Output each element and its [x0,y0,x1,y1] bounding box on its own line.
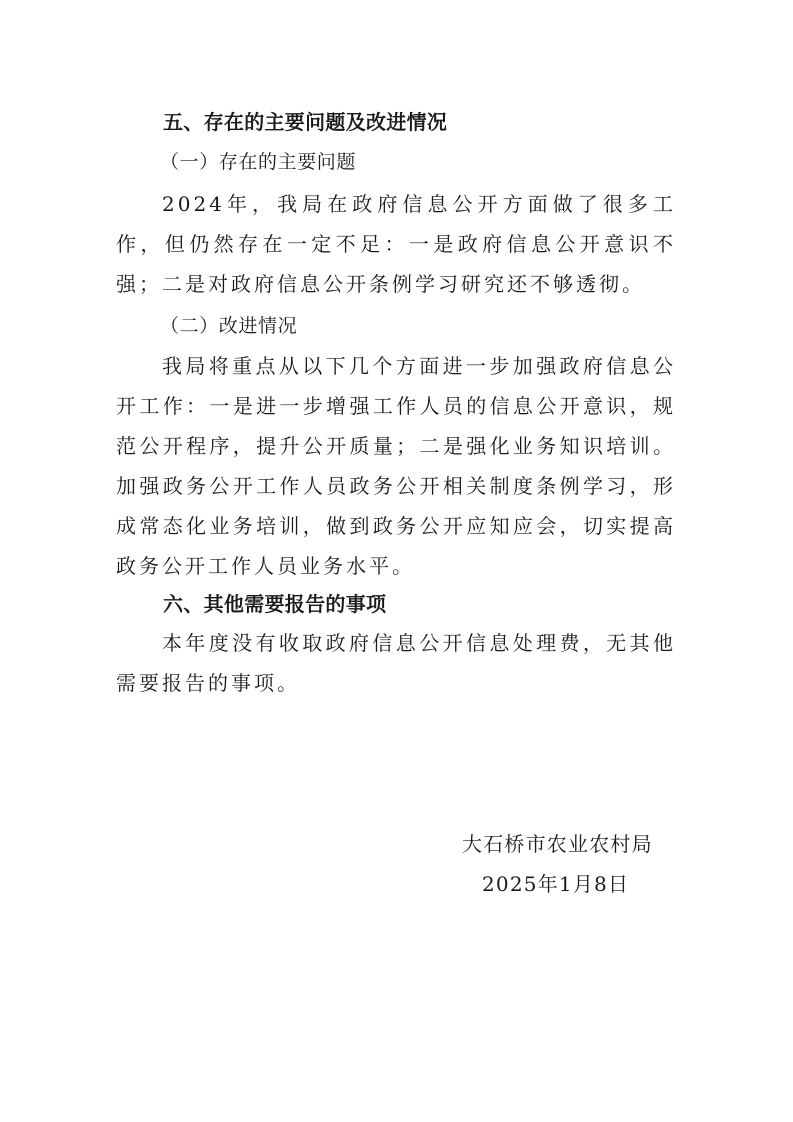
section-6-body: 本年度没有收取政府信息公开信息处理费，无其他需要报告的事项。 [116,631,676,695]
section-6-heading: 六、其他需要报告的事项 [163,592,387,616]
subsection-2-body: 我局将重点从以下几个方面进一步加强政府信息公开工作：一是进一步增强工作人员的信息公开意识，规范公开程序，提升公开质量；二是强化业务知识培训。加强政务公开工作人员政务公开相关制度条例学习，形成常态化业务培训，做到政务公开应知应会，切实提高政务公开工作人员业务水平。 [116,354,676,578]
signature-organization: 大石桥市农业农村局 [462,832,653,856]
subsection-1-title: （一）存在的主要问题 [160,151,357,173]
subsection-2-title: （二）改进情况 [160,315,298,337]
signature-date: 2025年1月8日 [482,872,630,896]
section-5-heading: 五、存在的主要问题及改进情况 [163,110,448,134]
subsection-1-body: 2024年，我局在政府信息公开方面做了很多工作，但仍然存在一定不足：一是政府信息公开意识不强；二是对政府信息公开条例学习研究还不够透彻。 [116,192,676,296]
